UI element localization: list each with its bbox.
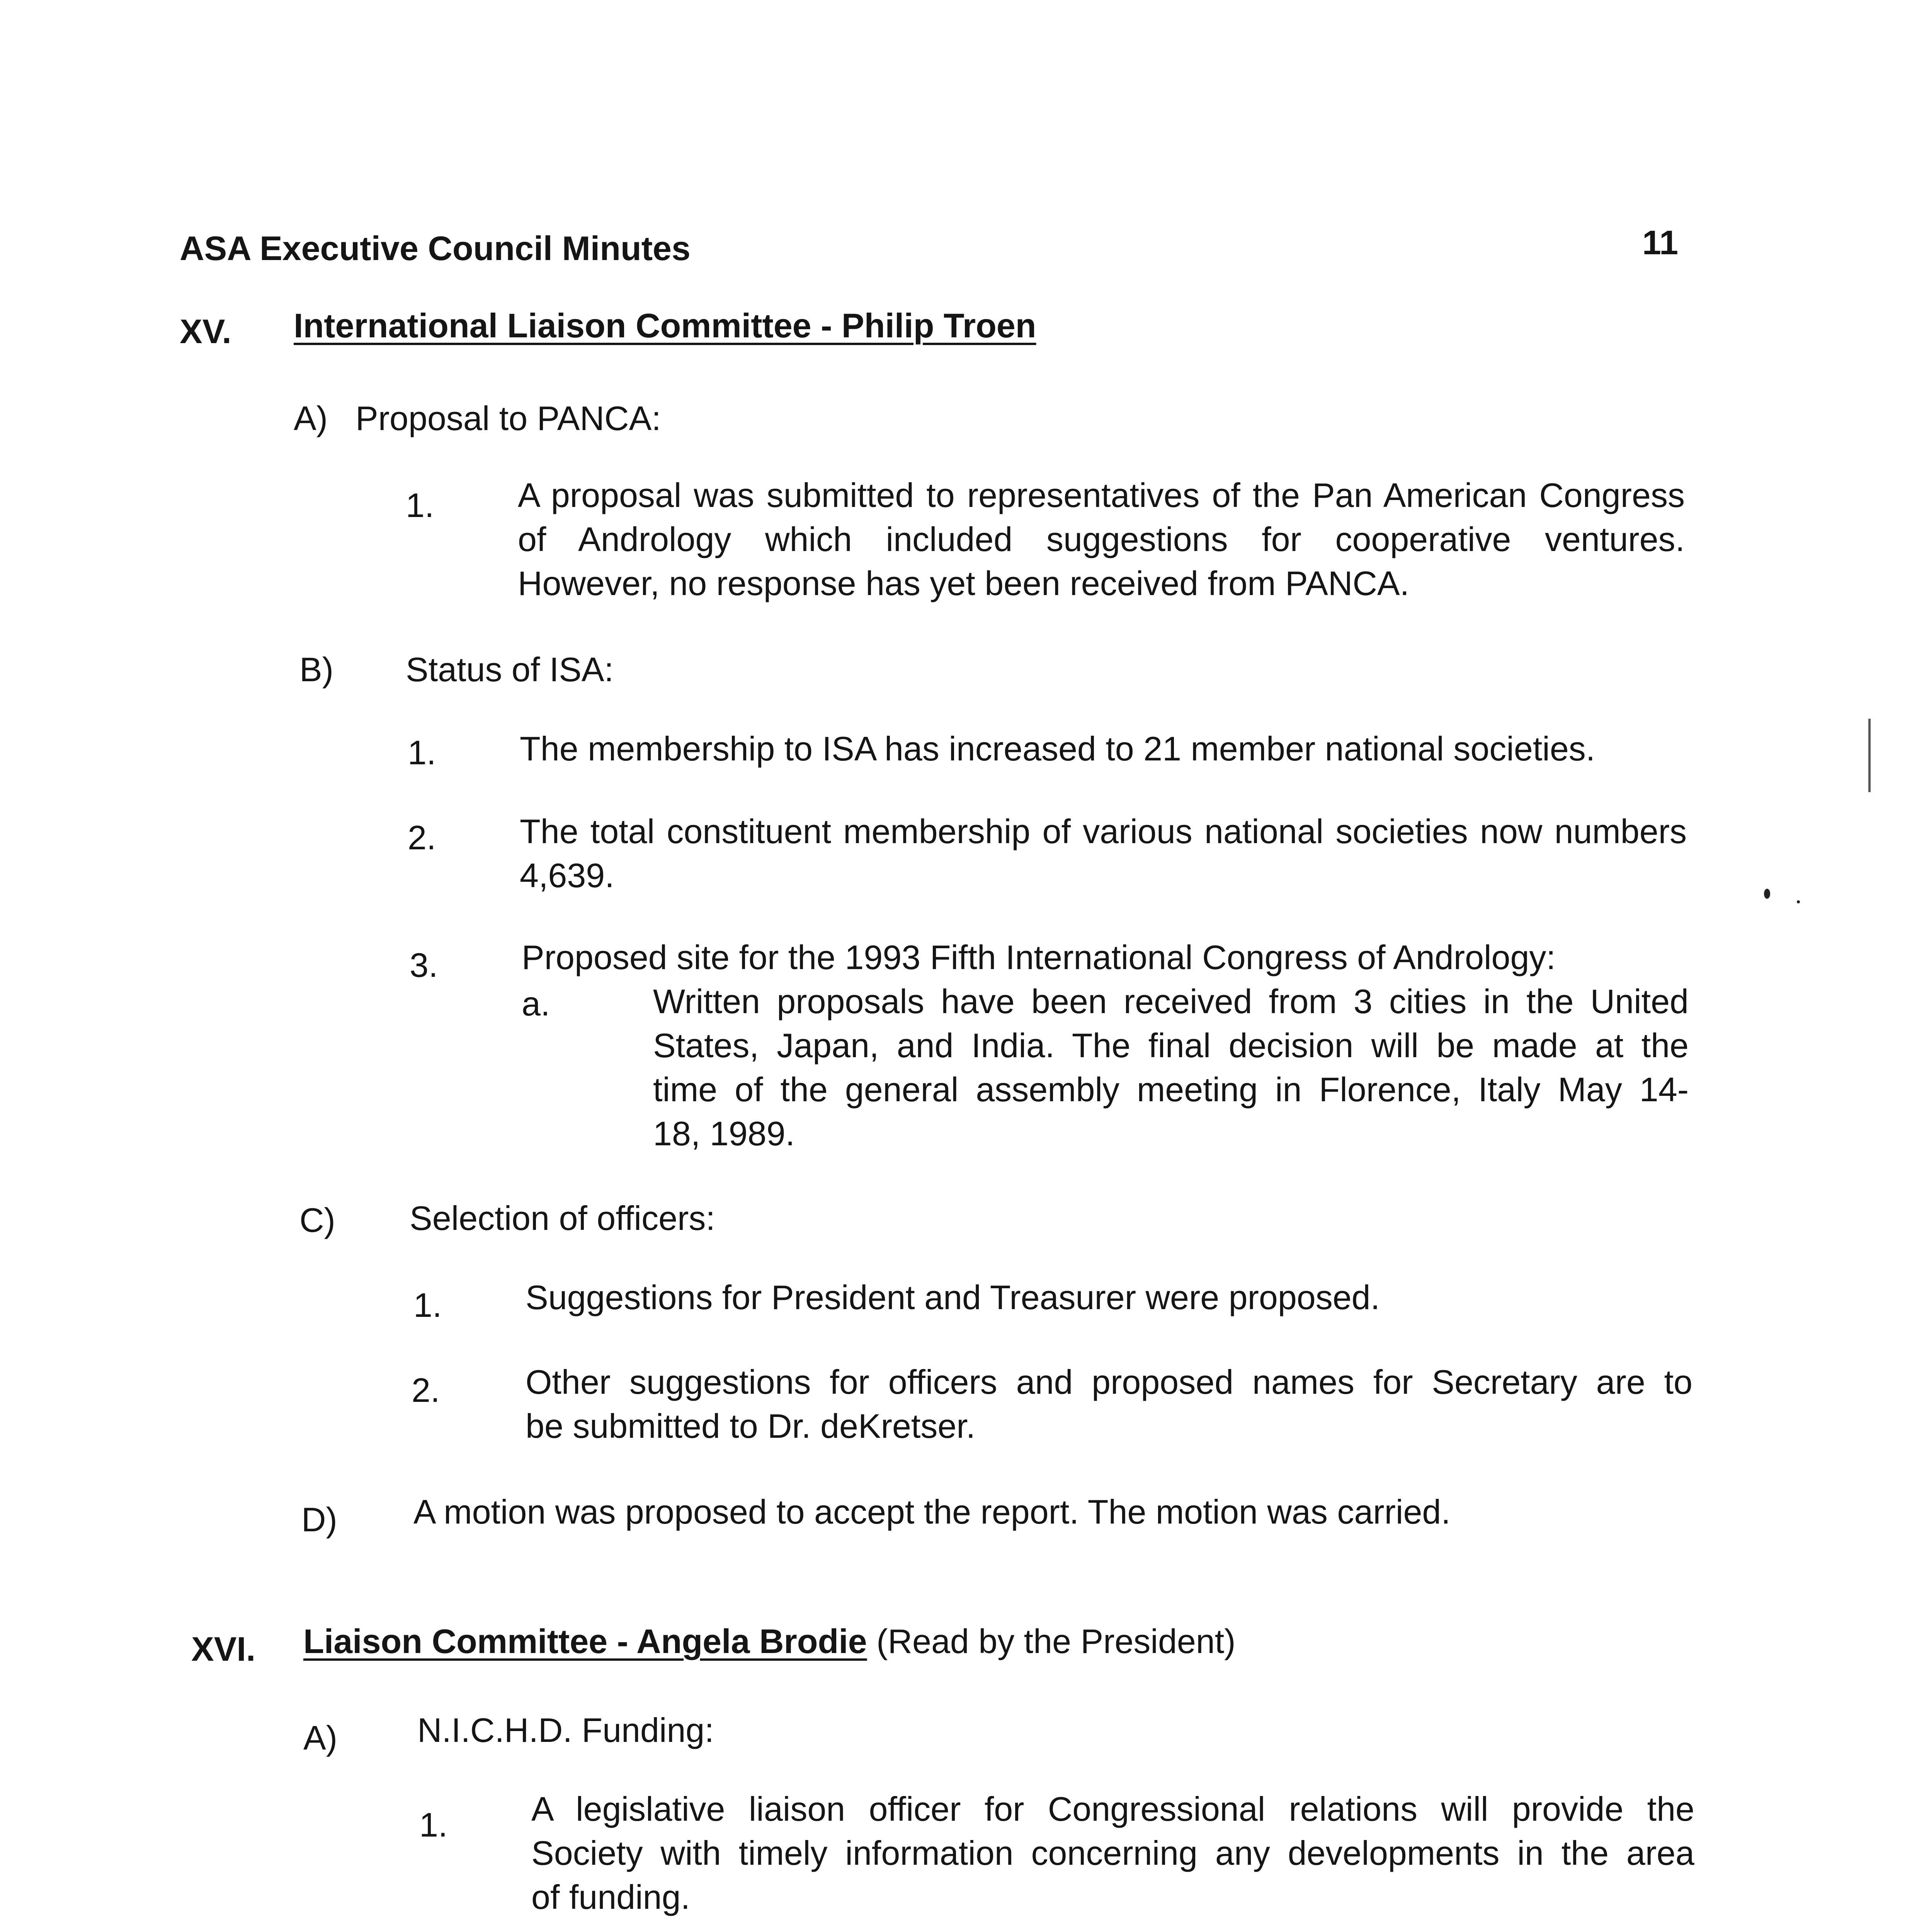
subsection-title: N.I.C.H.D. Funding: <box>417 1711 714 1749</box>
subsection-label: A) <box>294 399 328 437</box>
running-header: ASA Executive Council Minutes <box>180 229 691 267</box>
section-numeral: XV. <box>180 312 231 350</box>
subsection-title: Proposal to PANCA: <box>356 399 661 437</box>
section-heading: International Liaison Committee - Philip Troen <box>294 306 1036 345</box>
subsection-title: Status of ISA: <box>406 650 614 689</box>
item-text: Other suggestions for officers and proposed names for Secretary are to be submitted to Dr. deKretser. <box>526 1363 1692 1445</box>
subsection-label: A) <box>303 1719 337 1757</box>
subsection-label: D) <box>301 1500 337 1539</box>
scan-speck <box>1764 889 1770 899</box>
section-numeral: XVI. <box>191 1630 256 1668</box>
scan-mark <box>1868 719 1871 792</box>
item-number: 1. <box>406 486 434 524</box>
item-text: A proposal was submitted to representatives of the Pan American Congress of Andrology which included suggestions for cooperative ventures. However, no response has yet been received from PANCA. <box>518 476 1685 602</box>
subitem-letter: a. <box>522 985 550 1023</box>
subitem-text: Written proposals have been received from 3 cities in the United States, Japan, and India. The final decision will be made at the time of the general assembly meeting in Florence, Italy May 14- 18, 1989. <box>653 982 1689 1153</box>
item-text: Proposed site for the 1993 Fifth International Congress of Andrology: <box>522 938 1556 976</box>
section-heading-line <box>303 1621 1236 1662</box>
item-text: Suggestions for President and Treasurer were proposed. <box>526 1278 1380 1316</box>
scan-speck <box>1797 900 1800 903</box>
subsection-label: B) <box>299 650 333 689</box>
item-text: The total constituent membership of various national societies now numbers 4,639. <box>520 812 1687 895</box>
item-number: 1. <box>419 1806 448 1844</box>
item-number: 2. <box>408 818 436 857</box>
motion-text: A motion was proposed to accept the report. The motion was carried. <box>413 1493 1451 1531</box>
item-text: A legislative liaison officer for Congressional relations will provide the Society with timely information concerning any developments in the area of funding. <box>531 1790 1694 1916</box>
item-number: 3. <box>410 946 438 984</box>
item-text: The membership to ISA has increased to 21 member national societies. <box>520 730 1596 768</box>
subsection-label: C) <box>299 1201 335 1239</box>
subsection-title: Selection of officers: <box>410 1199 715 1237</box>
section-heading: Liaison Committee - Angela Brodie <box>303 1622 867 1660</box>
page-number: 11 <box>1642 223 1679 262</box>
item-number: 1. <box>413 1286 442 1324</box>
item-number: 1. <box>408 733 436 772</box>
section-note: (Read by the President) <box>876 1622 1236 1660</box>
item-number: 2. <box>412 1371 440 1409</box>
